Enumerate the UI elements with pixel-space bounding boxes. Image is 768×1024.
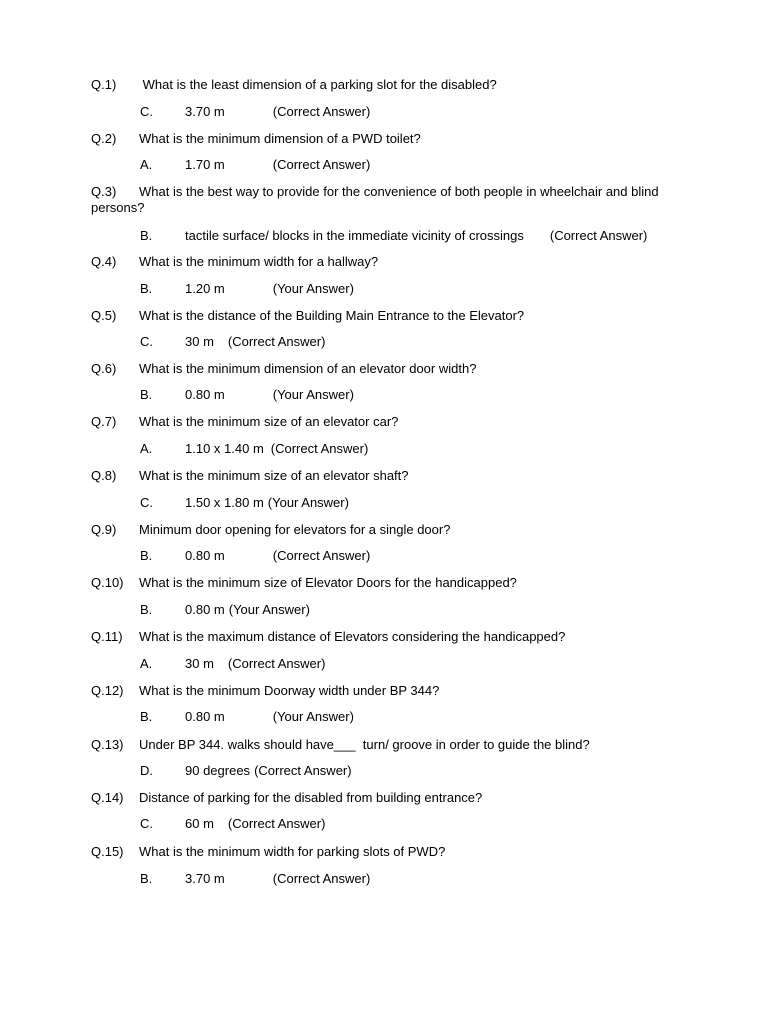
answer-value: 0.80 m bbox=[185, 602, 225, 617]
answer-status: (Correct Answer) bbox=[272, 157, 371, 172]
answer-value: 30 m bbox=[185, 334, 214, 349]
question-12 bbox=[91, 683, 691, 699]
question-15 bbox=[91, 844, 691, 860]
answer-status: (Correct Answer) bbox=[227, 656, 326, 671]
question-8 bbox=[91, 468, 691, 484]
answer-15 bbox=[140, 871, 370, 887]
answer-4 bbox=[140, 281, 354, 297]
answer-value: tactile surface/ blocks in the immediate vicinity of crossings bbox=[185, 228, 524, 243]
answer-status: (Your Answer) bbox=[228, 602, 310, 617]
question-13 bbox=[91, 737, 691, 753]
answer-value: 30 m bbox=[185, 656, 214, 671]
answer-value: 3.70 m bbox=[185, 871, 225, 886]
answer-11 bbox=[140, 656, 325, 672]
answer-value: 60 m bbox=[185, 816, 214, 831]
answer-letter: C. bbox=[140, 816, 153, 831]
question-number: Q.9) bbox=[91, 522, 117, 537]
question-number: Q.15) bbox=[91, 844, 124, 859]
answer-letter: B. bbox=[140, 387, 153, 402]
answer-value: 0.80 m bbox=[185, 548, 225, 563]
question-text: What is the minimum size of an elevator shaft? bbox=[139, 468, 409, 483]
answer-letter: A. bbox=[140, 441, 153, 456]
answer-letter: C. bbox=[140, 495, 153, 510]
question-14 bbox=[91, 790, 691, 806]
question-number: Q.1) bbox=[91, 77, 117, 92]
answer-3 bbox=[140, 228, 647, 244]
question-text: What is the minimum width for a hallway? bbox=[139, 254, 379, 269]
answer-value: 1.70 m bbox=[185, 157, 225, 172]
question-text: Under BP 344. walks should have___ turn/ groove in order to guide the blind? bbox=[139, 737, 590, 752]
answer-status: (Your Answer) bbox=[272, 387, 354, 402]
answer-letter: B. bbox=[140, 602, 153, 617]
answer-letter: B. bbox=[140, 548, 153, 563]
question-number: Q.11) bbox=[91, 629, 123, 644]
answer-status: (Your Answer) bbox=[272, 709, 354, 724]
answer-letter: B. bbox=[140, 281, 153, 296]
answer-letter: B. bbox=[140, 709, 153, 724]
answer-letter: B. bbox=[140, 871, 153, 886]
question-text: What is the distance of the Building Main Entrance to the Elevator? bbox=[139, 308, 525, 323]
answer-14 bbox=[140, 816, 325, 832]
answer-status: (Your Answer) bbox=[267, 495, 349, 510]
answer-status: (Correct Answer) bbox=[549, 228, 648, 243]
answer-8 bbox=[140, 495, 349, 511]
answer-2 bbox=[140, 157, 370, 173]
question-text: What is the minimum width for parking slots of PWD? bbox=[139, 844, 446, 859]
answer-letter: D. bbox=[140, 763, 153, 778]
answer-1 bbox=[140, 104, 370, 120]
question-number: Q.3) bbox=[91, 184, 117, 199]
answer-value: 0.80 m bbox=[185, 709, 225, 724]
answer-5 bbox=[140, 334, 325, 350]
answer-status: (Correct Answer) bbox=[227, 816, 326, 831]
question-1 bbox=[91, 77, 691, 93]
answer-12 bbox=[140, 709, 354, 725]
question-text: What is the minimum dimension of an elevator door width? bbox=[139, 361, 477, 376]
question-2 bbox=[91, 131, 691, 147]
question-9 bbox=[91, 522, 691, 538]
answer-letter: B. bbox=[140, 228, 153, 243]
answer-value: 1.10 x 1.40 m bbox=[185, 441, 264, 456]
question-text: What is the least dimension of a parking slot for the disabled? bbox=[139, 77, 497, 92]
answer-letter: A. bbox=[140, 157, 153, 172]
question-10 bbox=[91, 575, 691, 591]
answer-value: 3.70 m bbox=[185, 104, 225, 119]
answer-status: (Correct Answer) bbox=[227, 334, 326, 349]
answer-value: 90 degrees bbox=[185, 763, 251, 778]
question-5 bbox=[91, 308, 691, 324]
question-11 bbox=[91, 629, 691, 645]
question-number: Q.2) bbox=[91, 131, 117, 146]
question-number: Q.12) bbox=[91, 683, 124, 698]
question-7 bbox=[91, 414, 691, 430]
question-text: What is the minimum dimension of a PWD toilet? bbox=[139, 131, 421, 146]
question-text: Distance of parking for the disabled from building entrance? bbox=[139, 790, 483, 805]
question-number: Q.10) bbox=[91, 575, 124, 590]
question-text: What is the best way to provide for the convenience of both people in wheelchair and blind persons? bbox=[91, 184, 659, 215]
question-4 bbox=[91, 254, 691, 270]
answer-letter: C. bbox=[140, 104, 153, 119]
answer-value: 1.20 m bbox=[185, 281, 225, 296]
question-number: Q.14) bbox=[91, 790, 124, 805]
question-text: Minimum door opening for elevators for a single door? bbox=[139, 522, 451, 537]
answer-status: (Correct Answer) bbox=[272, 548, 371, 563]
answer-status: (Correct Answer) bbox=[270, 441, 369, 456]
answer-6 bbox=[140, 387, 354, 403]
answer-7 bbox=[140, 441, 368, 457]
question-text: What is the minimum size of Elevator Doors for the handicapped? bbox=[139, 575, 517, 590]
question-text: What is the minimum Doorway width under BP 344? bbox=[139, 683, 440, 698]
question-6 bbox=[91, 361, 691, 377]
answer-status: (Correct Answer) bbox=[272, 871, 371, 886]
answer-letter: A. bbox=[140, 656, 153, 671]
question-number: Q.7) bbox=[91, 414, 117, 429]
question-text: What is the maximum distance of Elevators considering the handicapped? bbox=[139, 629, 566, 644]
answer-value: 0.80 m bbox=[185, 387, 225, 402]
answer-letter: C. bbox=[140, 334, 153, 349]
question-3 bbox=[91, 184, 671, 216]
question-number: Q.5) bbox=[91, 308, 117, 323]
answer-10 bbox=[140, 602, 310, 618]
answer-9 bbox=[140, 548, 370, 564]
question-number: Q.4) bbox=[91, 254, 117, 269]
question-number: Q.8) bbox=[91, 468, 117, 483]
answer-13 bbox=[140, 763, 352, 779]
question-text: What is the minimum size of an elevator car? bbox=[139, 414, 399, 429]
answer-status: (Your Answer) bbox=[272, 281, 354, 296]
answer-value: 1.50 x 1.80 m bbox=[185, 495, 264, 510]
answer-status: (Correct Answer) bbox=[254, 763, 352, 778]
answer-status: (Correct Answer) bbox=[272, 104, 371, 119]
question-number: Q.6) bbox=[91, 361, 117, 376]
question-number: Q.13) bbox=[91, 737, 124, 752]
